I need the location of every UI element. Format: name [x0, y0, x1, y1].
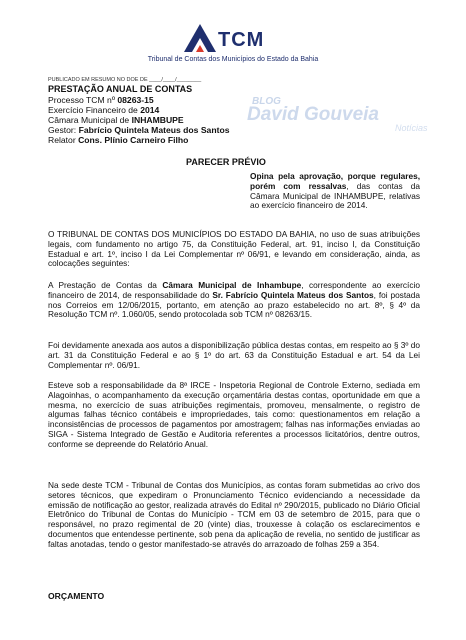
paragraph-publicity: Foi devidamente anexada aos autos a disponibilização pública destas contas, em respeito ao § 3º do art. 31 da Constituição Federal e ao § 1º do art. 63 da Constituição Estadual e art. 54 da Lei Complementar nº. 06/91.: [48, 340, 420, 370]
logo-subtitle: Tribunal de Contas dos Municípios do Estado da Bahia: [147, 56, 319, 63]
paragraph-intro: O TRIBUNAL DE CONTAS DOS MUNICÍPIOS DO ESTADO DA BAHIA, no uso de suas atribuições legais, com fundamento no artigo 75, da Constituição Federal, art. 91, inciso I, da Constituição Estadual e art. 1º, inciso I da Lei Complementar nº 06/91, e levando em consideração, ainda, as colocações seguintes:: [48, 229, 420, 269]
paragraph-tcm-analysis: Na sede deste TCM - Tribunal de Contas dos Municípios, as contas foram submetidas ao crivo dos setores técnicos, que expediram o Pronunciamento Técnico evidenciando a necessidade da emissão de notificação ao gestor, realizada através do Edital nº 290/2015, publicado no Diário Oficial Eletrônico do Tribunal de Contas do Município - TCM em 03 de setembro de 2015, para que o responsável, no prazo regimental de 20 (vinte) dias, trouxesse à colação os esclarecimentos e documentos que entendesse pertinente, sob pena da aplicação de revelia, no sentido de justificar as faltas anotadas, tendo o gestor manifestado-se através do arrazoado de folhas 259 a 354.: [48, 480, 420, 549]
process-number: Processo TCM nº 08263-15: [48, 95, 154, 105]
logo-text: TCM: [218, 29, 265, 51]
parecer-title: PARECER PRÉVIO: [186, 157, 266, 167]
manager: Gestor: Fabrício Quintela Mateus dos Santos: [48, 125, 230, 135]
municipal-chamber: Câmara Municipal de INHAMBUPE: [48, 115, 184, 125]
fiscal-year: Exercício Financeiro de 2014: [48, 105, 160, 115]
section-heading-orcamento: ORÇAMENTO: [48, 591, 105, 601]
watermark-tag: Notícias: [395, 123, 428, 133]
ementa: Opina pela aprovação, porque regulares, porém com ressalvas, das contas da Câmara Municipal de INHAMBUPE, relativas ao exercício financeiro de 2014.: [250, 171, 420, 211]
reporter: Relator Cons. Plínio Carneiro Filho: [48, 135, 189, 145]
paragraph-irce: Esteve sob a responsabilidade da 8ª IRCE - Inspetoria Regional de Controle Externo, sediada em Alagoinhas, o acompanhamento da execução orçamentária destas contas, oportunidade em que a mesma, no exercício de suas atribuições regimentais, promoveu, mensalmente, o registro de algumas falhas técnico contábeis e impropriedades, tais como: questionamentos em relação a inconsistências de processos de pagamentos por amostragem; falhas nas informações enviadas ao SIGA - Sistema Integrado de Gestão e Auditoria referentes a processos licitatórios, dentre outros, conforme se depreende do Relatório Anual.: [48, 380, 420, 449]
case-title: PRESTAÇÃO ANUAL DE CONTAS: [48, 84, 193, 94]
watermark-blog: BLOG: [252, 96, 281, 107]
paragraph-submission: A Prestação de Contas da Câmara Municipal de Inhambupe, correspondente ao exercício financeiro de 2014, de responsabilidade do Sr. Fabrício Quintela Mateus dos Santos, foi postada nos Correios em 12/06/2015, portanto, em atenção ao prazo estabelecido no art. 8º, § 4º da Resolução TCM nº. 1.060/05, sendo protocolada sob TCM nº 08263/15.: [48, 280, 420, 320]
watermark-name: David Gouveia: [247, 104, 379, 125]
publication-line: PUBLICADO EM RESUMO NO DOE DE ____/____/________: [48, 77, 202, 83]
